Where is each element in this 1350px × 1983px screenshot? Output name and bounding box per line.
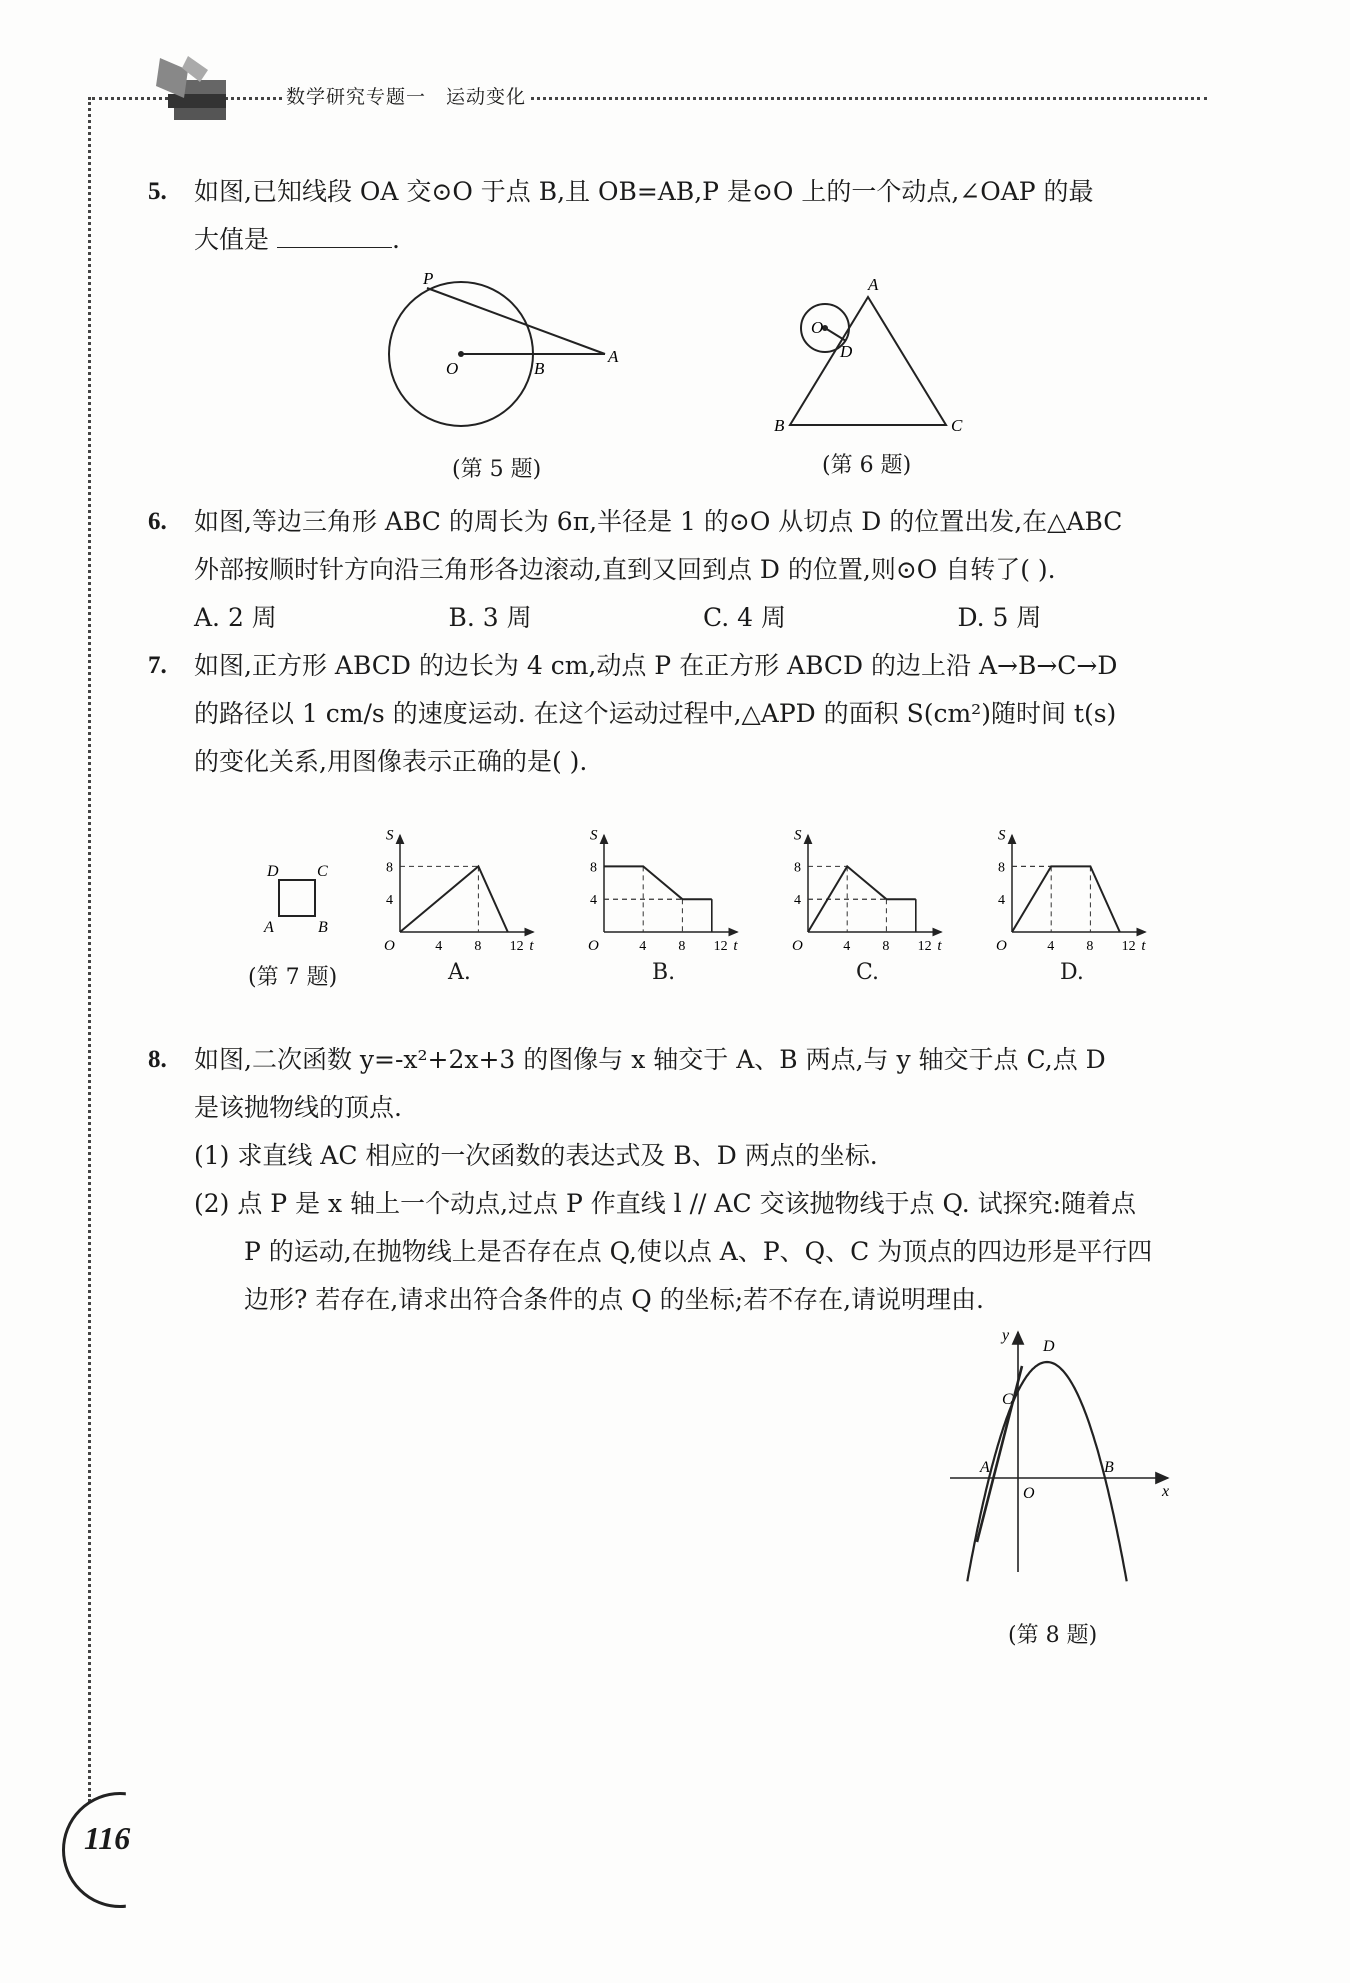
answer-blank (277, 225, 392, 248)
x-tick-label: 12 (713, 939, 728, 954)
books-logo-icon (148, 50, 248, 130)
label-c: C (1002, 1391, 1013, 1408)
x-tick-label: 4 (1047, 939, 1055, 954)
option-a: A. 2 周 (194, 603, 277, 632)
option-d: D. 5 周 (957, 603, 1042, 632)
caption-6: (第 6 题) (822, 453, 912, 478)
axis-label-t: t (937, 938, 942, 954)
x-tick-label: 8 (882, 939, 890, 954)
x-tick-label: 8 (678, 939, 686, 954)
question-number: 6. (148, 508, 167, 535)
header-topic: 运动变化 (446, 86, 527, 108)
graph-option-a (378, 800, 558, 960)
y-tick-label: 4 (998, 893, 1005, 909)
page-number: 116 (84, 1820, 131, 1856)
label-o: O (811, 318, 824, 337)
triangle-abc (790, 297, 946, 425)
caption-7: (第 7 题) (248, 965, 338, 990)
x-tick-label: 4 (843, 939, 851, 954)
x-tick-label: 4 (639, 939, 647, 954)
question-text: 如图,二次函数 y=-x²+2x+3 的图像与 x 轴交于 A、B 两点,与 y 轴交于点 C,点 D (194, 1045, 1106, 1074)
figure-5 (380, 272, 630, 452)
question-8 (148, 1036, 1212, 1324)
question-text: 是该抛物线的顶点. (194, 1093, 402, 1122)
origin-label: O (996, 938, 1007, 954)
axis-label-t: t (733, 938, 738, 954)
option-label-c: C. (856, 960, 880, 985)
x-tick-label: 8 (1086, 939, 1094, 954)
y-tick-label: 4 (794, 893, 801, 909)
x-tick-label: 12 (917, 939, 932, 954)
y-tick-label: 8 (386, 860, 393, 876)
question-5 (148, 168, 1212, 264)
label-p: P (423, 272, 434, 288)
sub-question-2: (2) 点 P 是 x 轴上一个动点,过点 P 作直线 l // AC 交该抛物线于点 Q. 试探究:随着点 (194, 1189, 1137, 1218)
question-6 (148, 498, 1212, 642)
axis-label-s: S (998, 827, 1006, 844)
segment-pa (427, 288, 605, 354)
x-tick-label: 12 (509, 939, 524, 954)
sub-question-1: (1) 求直线 AC 相应的一次函数的表达式及 B、D 两点的坐标. (194, 1141, 878, 1170)
label-d: D (840, 342, 853, 361)
question-7 (148, 642, 1212, 786)
question-number: 5. (148, 178, 167, 205)
question-text: 如图,已知线段 OA 交⊙O 于点 B,且 OB=AB,P 是⊙O 上的一个动点,∠OAP 的最 (194, 177, 1094, 206)
question-text: 如图,正方形 ABCD 的边长为 4 cm,动点 P 在正方形 ABCD 的边上沿 A→B→C→D (194, 651, 1118, 680)
label-b: B (1104, 1459, 1114, 1476)
header-rule (92, 97, 1207, 100)
option-c: C. 4 周 (703, 603, 786, 632)
label-a: A (264, 919, 274, 936)
parabola (967, 1362, 1126, 1581)
graph-option-c (786, 800, 966, 960)
label-c: C (317, 863, 328, 880)
figure-8 (940, 1320, 1180, 1600)
margin-rule (88, 97, 91, 1802)
label-o: O (1023, 1485, 1035, 1502)
question-text: 外部按顺时针方向沿三角形各边滚动,直到又回到点 D 的位置,则⊙O 自转了( ). (194, 555, 1056, 584)
question-text (152, 216, 1212, 264)
header-section: 数学研究专题一 (286, 86, 427, 108)
label-a: A (980, 1459, 990, 1476)
question-text: 的路径以 1 cm/s 的速度运动. 在这个运动过程中,△APD 的面积 S(cm²)随时间 t(s) (194, 699, 1117, 728)
label-c: C (951, 416, 963, 435)
label-d: D (267, 863, 279, 880)
caption-5: (第 5 题) (452, 457, 542, 482)
label-d: D (1043, 1338, 1055, 1355)
label-y: y (1002, 1327, 1010, 1344)
label-a: A (868, 275, 879, 294)
text-fragment: . (391, 225, 400, 254)
axis-label-s: S (794, 827, 802, 844)
y-tick-label: 8 (590, 860, 597, 876)
label-b: B (534, 359, 545, 378)
x-tick-label: 4 (435, 939, 443, 954)
figure-7-square (262, 860, 342, 940)
sub-question-2-cont: P 的运动,在抛物线上是否存在点 Q,使以点 A、P、Q、C 为顶点的四边形是平行四 (244, 1237, 1153, 1266)
axis-label-s: S (386, 827, 394, 844)
y-tick-label: 4 (590, 893, 597, 909)
header-title (282, 82, 530, 109)
x-tick-label: 12 (1121, 939, 1136, 954)
text-fragment: 大值是 (194, 225, 270, 254)
question-number: 7. (148, 652, 167, 679)
graph-line (808, 866, 916, 932)
axis-label-t: t (1141, 938, 1146, 954)
origin-label: O (384, 938, 395, 954)
sub-question-2-cont: 边形? 若存在,请求出符合条件的点 Q 的坐标;若不存在,请说明理由. (244, 1285, 985, 1314)
graph-line (1012, 866, 1120, 932)
options (152, 594, 1212, 642)
y-tick-label: 8 (794, 860, 801, 876)
graph-line (604, 866, 712, 899)
x-tick-label: 8 (474, 939, 482, 954)
y-tick-label: 4 (386, 893, 393, 909)
axis-label-t: t (529, 938, 534, 954)
y-tick-label: 8 (998, 860, 1005, 876)
line-ac (977, 1366, 1022, 1542)
graph-option-d (990, 800, 1170, 960)
label-b: B (774, 416, 785, 435)
origin-label: O (792, 938, 803, 954)
label-b: B (318, 919, 328, 936)
option-label-a: A. (448, 960, 471, 985)
caption-8: (第 8 题) (1008, 1623, 1098, 1648)
option-label-d: D. (1060, 960, 1084, 985)
question-text: 如图,等边三角形 ABC 的周长为 6π,半径是 1 的⊙O 从切点 D 的位置出发,在△ABC (194, 507, 1123, 536)
axis-label-s: S (590, 827, 598, 844)
graph-line (400, 866, 508, 932)
label-a: A (608, 347, 619, 366)
origin-label: O (588, 938, 599, 954)
radius-od (825, 328, 846, 341)
option-label-b: B. (652, 960, 676, 985)
option-b: B. 3 周 (448, 603, 532, 632)
label-o: O (446, 359, 459, 378)
label-x: x (1162, 1483, 1170, 1500)
graph-option-b (582, 800, 762, 960)
point-o (458, 351, 464, 357)
question-number: 8. (148, 1046, 167, 1073)
question-text: 的变化关系,用图像表示正确的是( ). (194, 747, 588, 776)
figure-6 (770, 275, 990, 445)
square-abcd (279, 880, 315, 916)
